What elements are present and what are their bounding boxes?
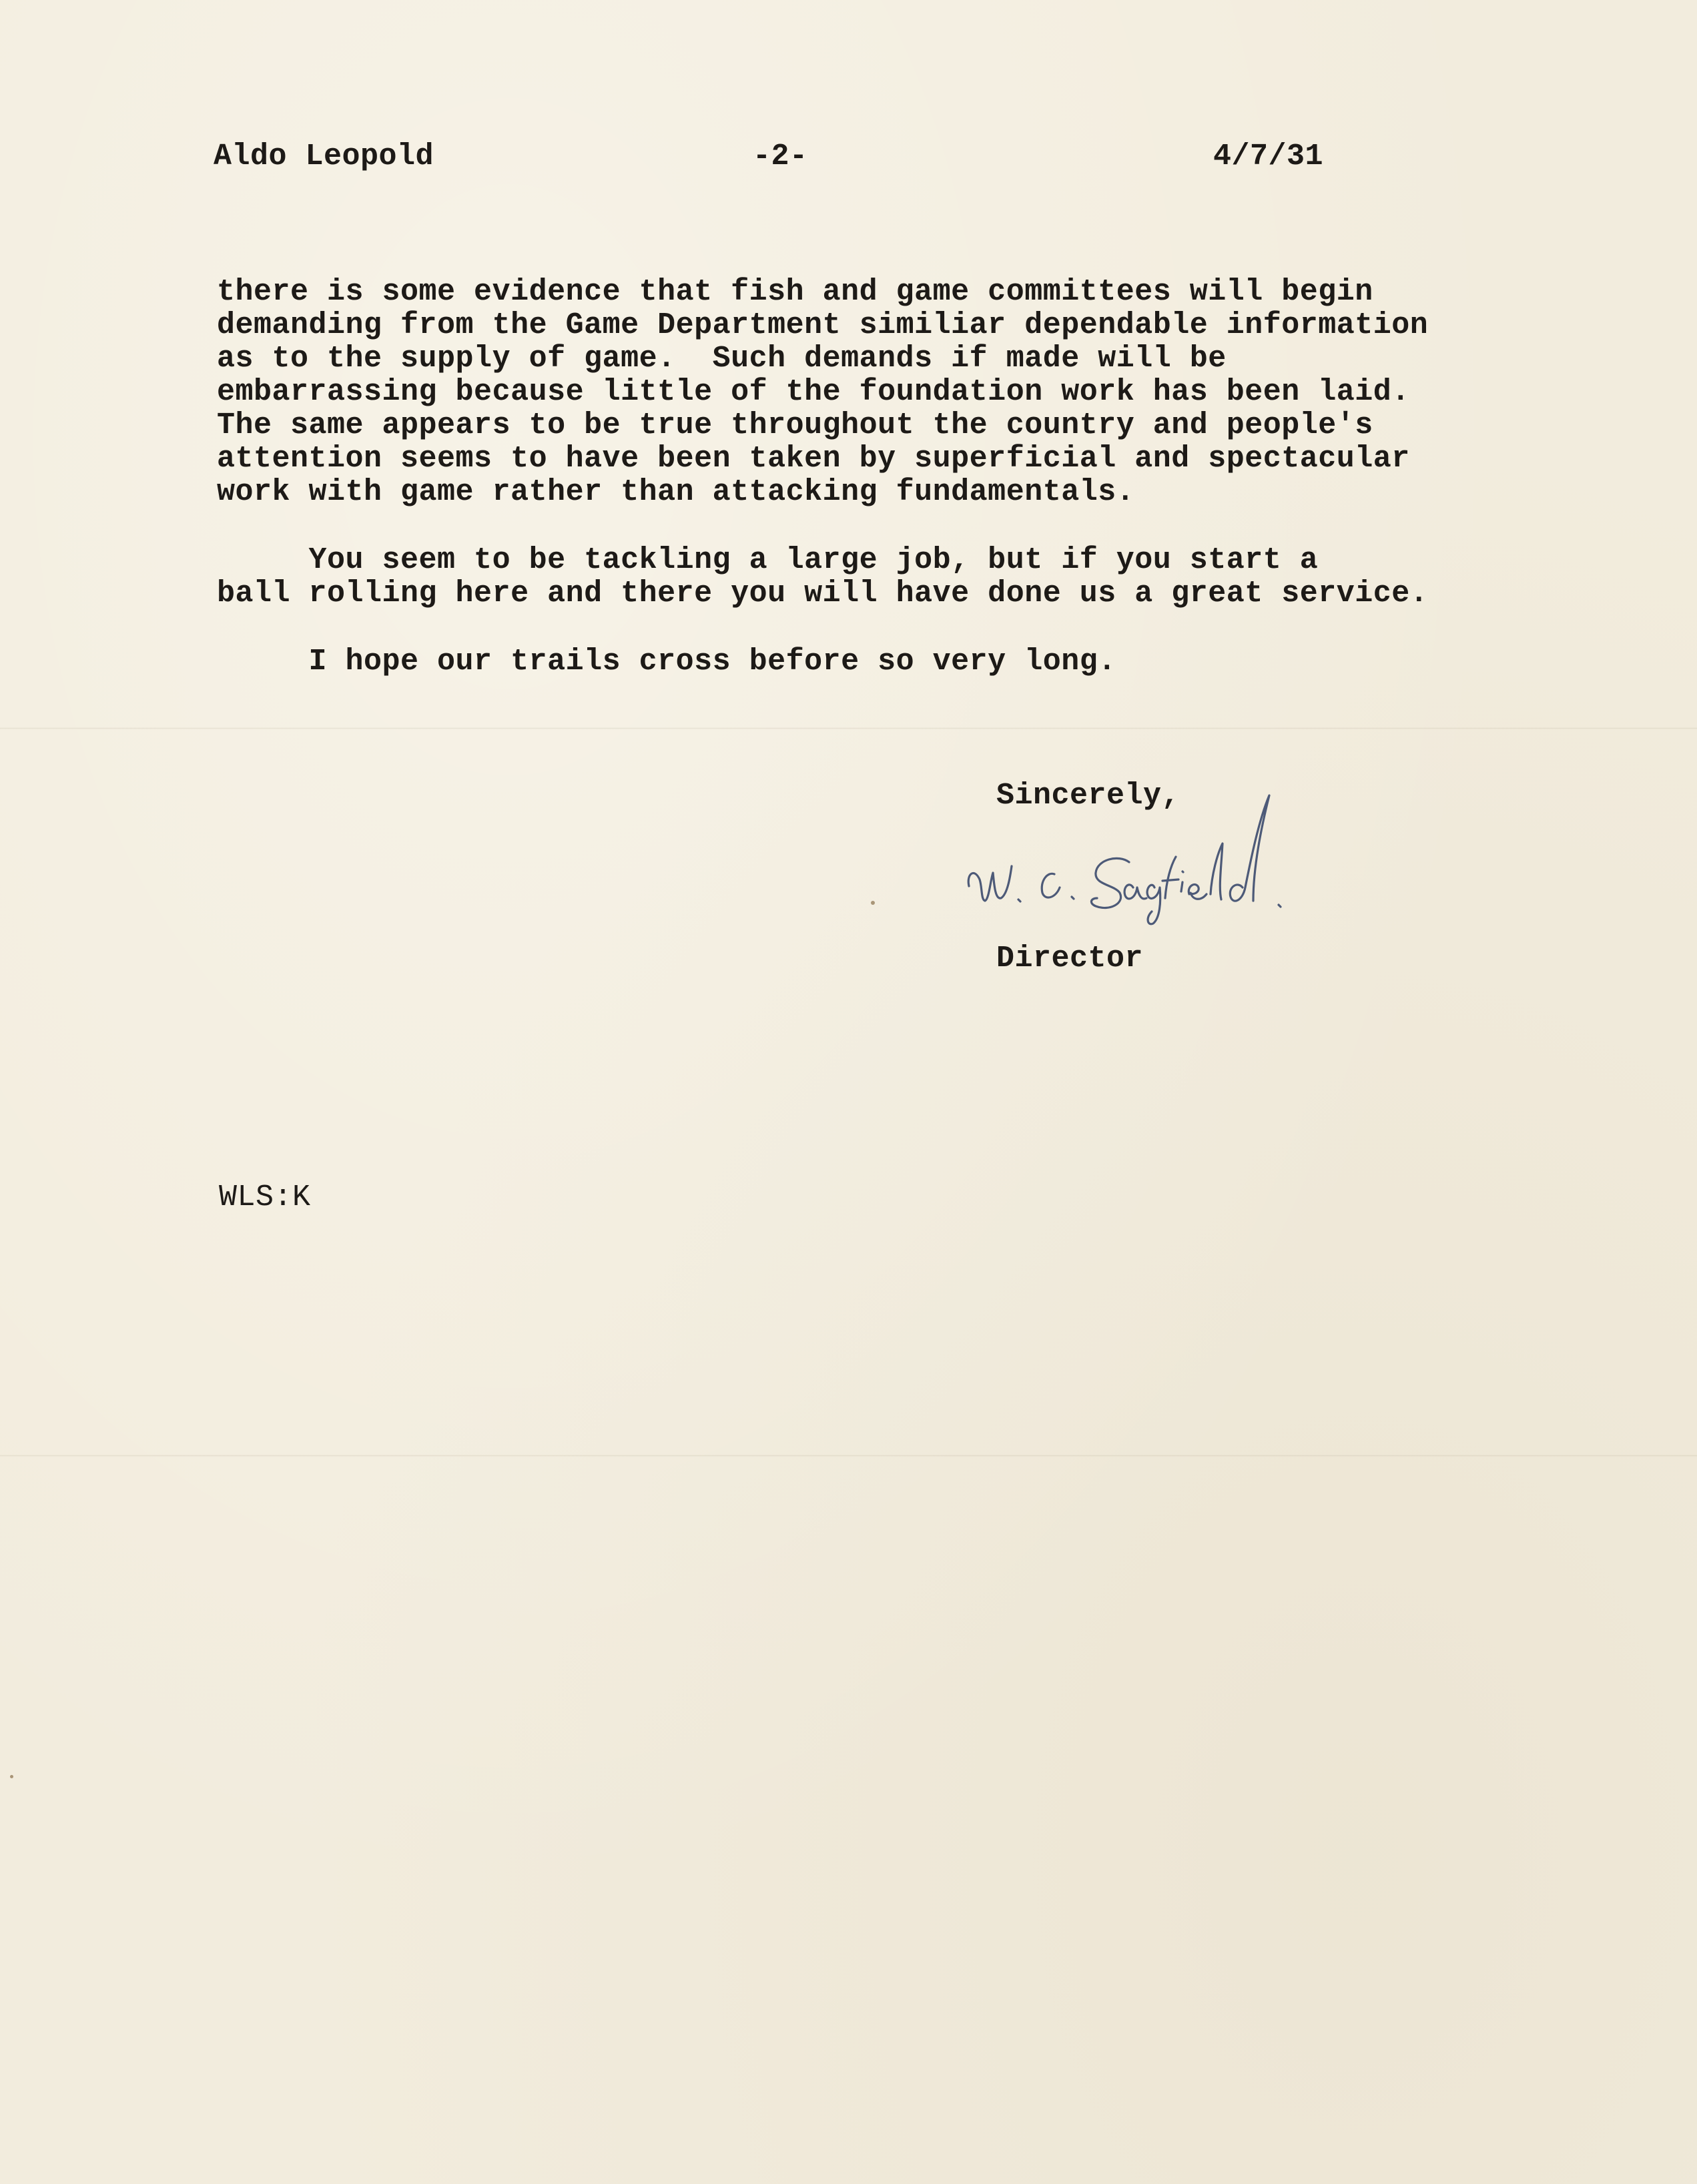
body-line: work with game rather than attacking fundamentals. xyxy=(217,475,1135,509)
body-line: You seem to be tackling a large job, but if you start a xyxy=(217,543,1319,577)
body-line: demanding from the Game Department similiar dependable information xyxy=(217,308,1429,342)
body-line: attention seems to have been taken by superficial and spectacular xyxy=(217,442,1410,476)
signer-title: Director xyxy=(996,942,1144,976)
body-line: there is some evidence that fish and game committees will begin xyxy=(217,275,1373,309)
body-line: as to the supply of game. Such demands if made will be xyxy=(217,342,1227,376)
closing-salutation: Sincerely, xyxy=(996,779,1180,813)
header-addressee: Aldo Leopold xyxy=(214,139,434,173)
paper-fold-line xyxy=(0,727,1697,729)
body-line: ball rolling here and there you will have done us a great service. xyxy=(217,577,1429,611)
reference-initials: WLS:K xyxy=(219,1180,311,1214)
body-line: The same appears to be true throughout the country and people's xyxy=(217,408,1373,442)
header-date: 4/7/31 xyxy=(1213,139,1324,173)
header-page-number: -2- xyxy=(753,139,808,173)
paper-fold-line xyxy=(0,1455,1697,1457)
handwritten-signature xyxy=(954,787,1355,948)
body-line: I hope our trails cross before so very long. xyxy=(217,645,1116,679)
body-line: embarrassing because little of the foundation work has been laid. xyxy=(217,375,1410,409)
